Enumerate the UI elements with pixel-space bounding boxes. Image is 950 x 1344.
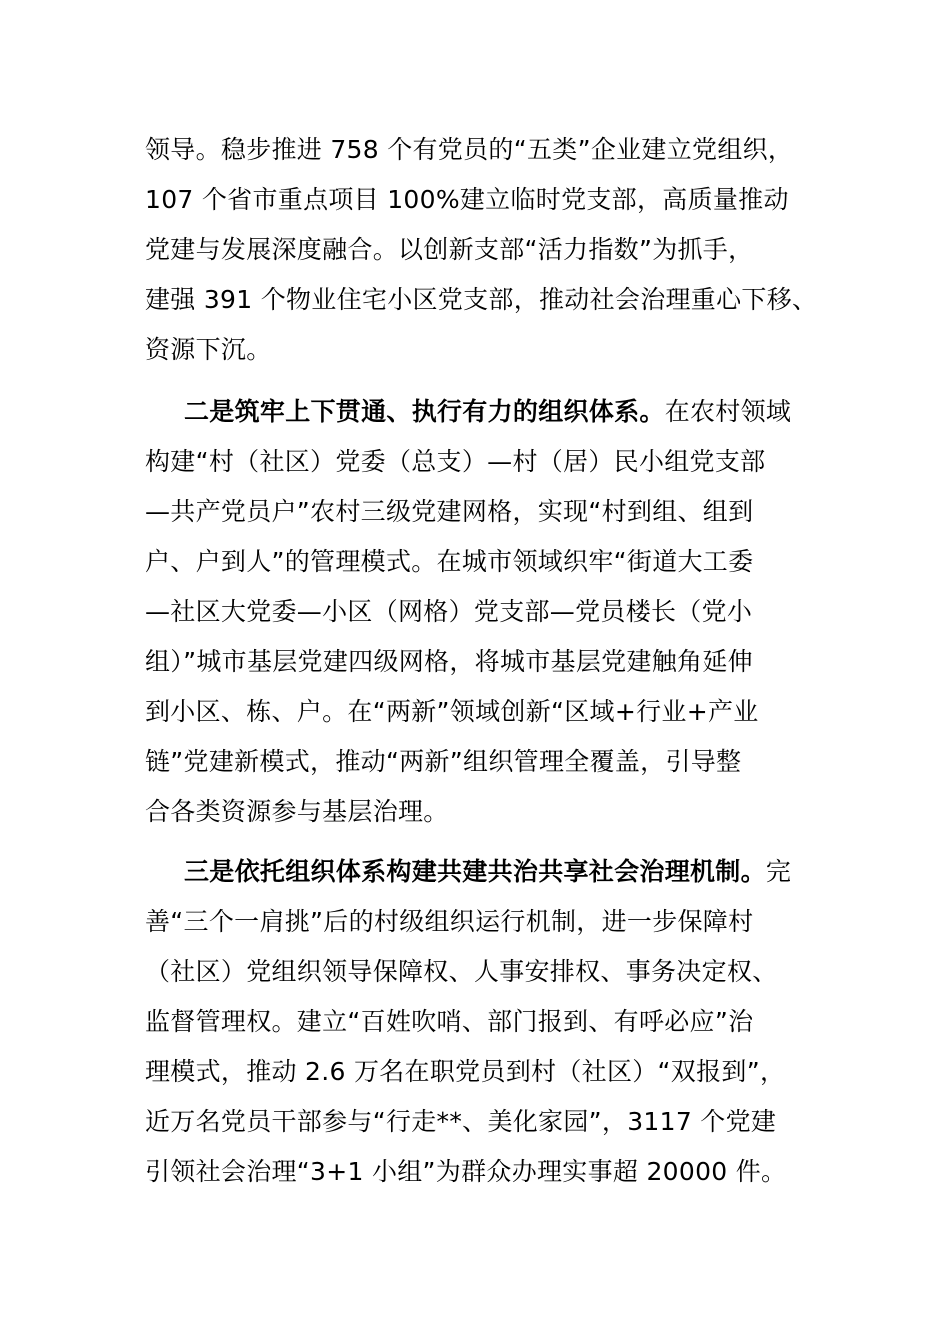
paragraph-3-heading: 三是依托组织体系构建共建共治共享社会治理机制。 [184, 857, 766, 886]
paragraph-2-line-8: 链”党建新模式，推动“两新”组织管理全覆盖，引导整 [145, 747, 742, 776]
paragraph-3-line-7: 引领社会治理“3+1 小组”为群众办理实事超 20000 件。 [145, 1157, 787, 1186]
paragraph-2-line-5: —社区大党委—小区（网格）党支部—党员楼长（党小 [145, 597, 753, 626]
paragraph-2-first-line-rest: 在农村领域 [664, 397, 792, 426]
paragraph-1-line-1: 领导。稳步推进 758 个有党员的“五类”企业建立党组织， [145, 135, 794, 164]
paragraph-2-line-9: 合各类资源参与基层治理。 [145, 797, 449, 826]
paragraph-3-first-line-rest: 完 [765, 857, 792, 886]
paragraph-1-line-4: 建强 391 个物业住宅小区党支部，推动社会治理重心下移、 [145, 285, 818, 314]
paragraph-2-line-2: 构建“村（社区）党委（总支）—村（居）民小组党支部 [145, 447, 766, 476]
paragraph-2-line-7: 到小区、栋、户。在“两新”领域创新“区域+行业+产业 [145, 697, 759, 726]
paragraph-3-line-5: 理模式，推动 2.6 万名在职党员到村（社区）“双报到”， [145, 1057, 786, 1086]
paragraph-3-line-4: 监督管理权。建立“百姓吹哨、部门报到、有呼必应”治 [145, 1007, 754, 1036]
paragraph-2-line-4: 户、户到人”的管理模式。在城市领域织牢“街道大工委 [145, 547, 754, 576]
paragraph-1-line-2: 107 个省市重点项目 100%建立临时党支部，高质量推动 [145, 185, 789, 214]
paragraph-3-line-2: 善“三个一肩挑”后的村级组织运行机制，进一步保障村 [145, 907, 754, 936]
paragraph-2-line-3: —共产党员户”农村三级党建网格，实现“村到组、组到 [145, 497, 754, 526]
paragraph-2-heading: 二是筑牢上下贯通、执行有力的组织体系。 [184, 397, 665, 426]
paragraph-1-line-5: 资源下沉。 [145, 335, 272, 364]
paragraph-3-line-1 [184, 852, 791, 892]
paragraph-2-line-1 [184, 392, 791, 432]
paragraph-2-line-6: 组）”城市基层党建四级网格，将城市基层党建触角延伸 [145, 647, 753, 676]
paragraph-1-line-3: 党建与发展深度融合。以创新支部“活力指数”为抓手， [145, 235, 754, 264]
paragraph-3-line-3: （社区）党组织领导保障权、人事安排权、事务决定权、 [145, 957, 778, 986]
paragraph-3-line-6: 近万名党员干部参与“行走**、美化家园”，3117 个党建 [145, 1107, 777, 1136]
